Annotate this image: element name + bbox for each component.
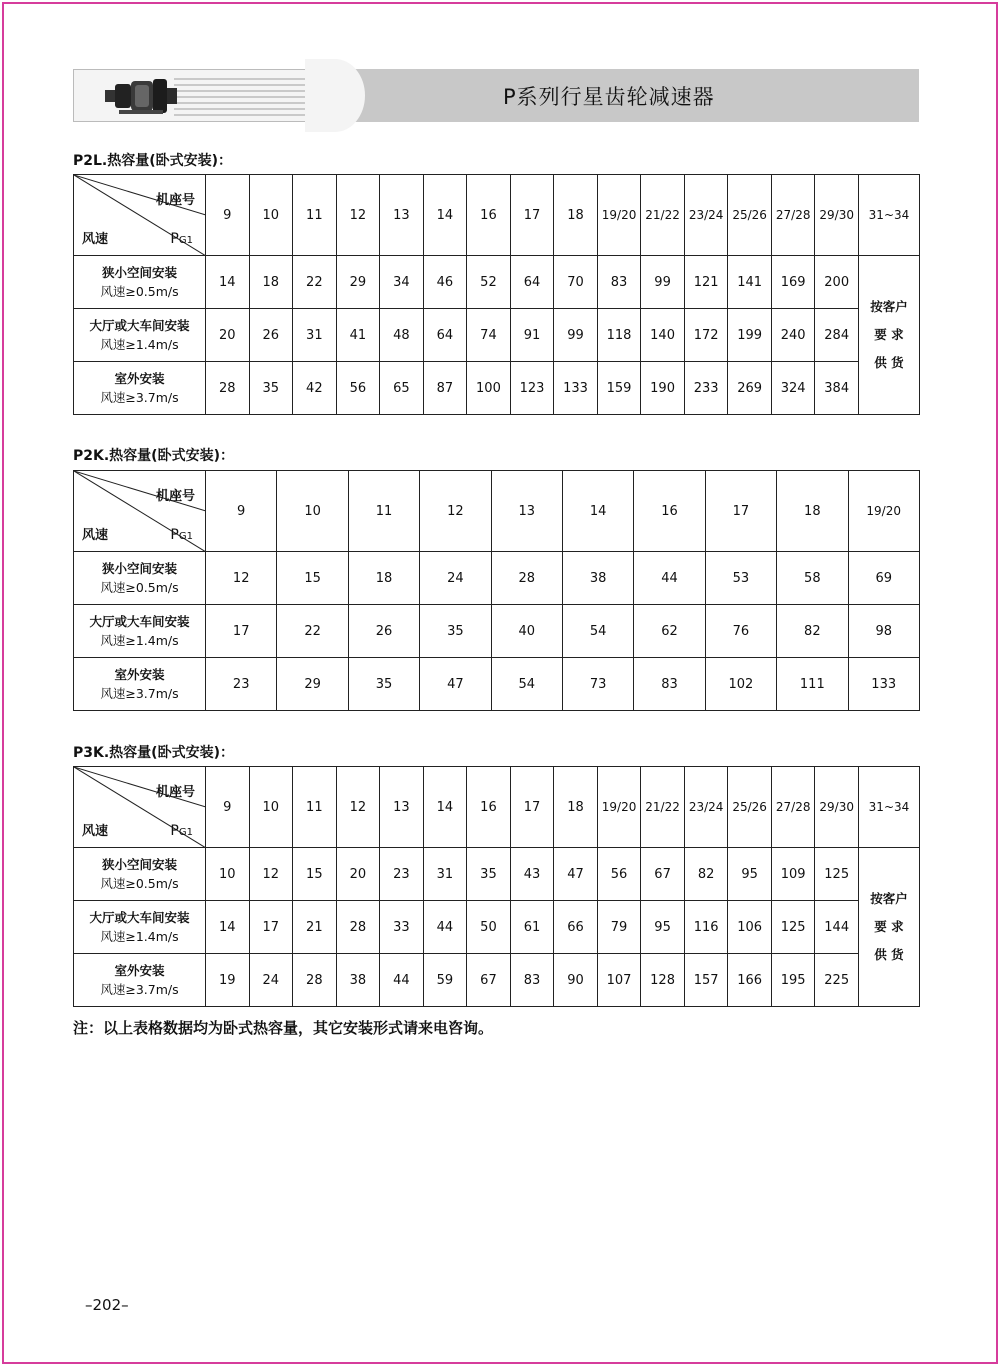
table-cell: 200 — [815, 256, 859, 309]
table-cell: 48 — [380, 309, 424, 362]
row-label-hall: 大厅或大车间安装 风速≥1.4m/s — [74, 309, 206, 362]
size-header: 18 — [554, 767, 598, 848]
table-cell: 52 — [467, 256, 511, 309]
table-cell: 169 — [771, 256, 815, 309]
table-cell: 102 — [705, 658, 776, 711]
p2k-title: P2K.热容量(卧式安装)： — [73, 448, 234, 464]
table-cell: 125 — [771, 901, 815, 954]
corner-pg1-label: PG1 — [170, 231, 193, 247]
corner-pg1-label: PG1 — [170, 823, 193, 839]
size-header: 25/26 — [728, 767, 772, 848]
table-cell: 44 — [423, 901, 467, 954]
table-cell: 91 — [510, 309, 554, 362]
table-cell: 95 — [641, 901, 685, 954]
table-cell: 99 — [554, 309, 598, 362]
table-cell: 33 — [380, 901, 424, 954]
size-header: 19/20 — [597, 767, 641, 848]
table-cell: 24 — [420, 552, 491, 605]
table-cell: 324 — [771, 362, 815, 415]
table-cell: 90 — [554, 954, 598, 1007]
row-label-narrow: 狭小空间安装 风速≥0.5m/s — [74, 552, 206, 605]
size-header: 29/30 — [815, 175, 859, 256]
size-header: 10 — [249, 767, 293, 848]
table-cell: 19 — [206, 954, 250, 1007]
table-cell: 233 — [684, 362, 728, 415]
size-header: 17 — [510, 175, 554, 256]
table-cell: 172 — [684, 309, 728, 362]
size-header: 17 — [705, 471, 776, 552]
size-header: 23/24 — [684, 767, 728, 848]
table-cell: 190 — [641, 362, 685, 415]
table-cell: 66 — [554, 901, 598, 954]
supply-note-cell: 按客户 要 求 供 货 — [858, 848, 919, 1007]
size-header: 11 — [348, 471, 419, 552]
table-cell: 111 — [777, 658, 848, 711]
corner-size-label: 机座号 — [155, 785, 195, 800]
table-cell: 34 — [380, 256, 424, 309]
size-header: 10 — [277, 471, 348, 552]
table-cell: 284 — [815, 309, 859, 362]
table-cell: 18 — [348, 552, 419, 605]
table-cell: 159 — [597, 362, 641, 415]
table-cell: 58 — [777, 552, 848, 605]
size-header: 10 — [249, 175, 293, 256]
table-cell: 107 — [597, 954, 641, 1007]
table-cell: 44 — [380, 954, 424, 1007]
table-cell: 28 — [336, 901, 380, 954]
size-header: 13 — [491, 471, 562, 552]
size-header: 9 — [206, 767, 250, 848]
table-cell: 83 — [634, 658, 705, 711]
size-header: 17 — [510, 767, 554, 848]
table-cell: 10 — [206, 848, 250, 901]
table-cell: 240 — [771, 309, 815, 362]
table-cell: 140 — [641, 309, 685, 362]
table-cell: 118 — [597, 309, 641, 362]
size-header: 16 — [467, 175, 511, 256]
table-cell: 35 — [420, 605, 491, 658]
p3k-table — [73, 766, 920, 1007]
table-cell: 67 — [467, 954, 511, 1007]
size-header: 18 — [554, 175, 598, 256]
p2l-table — [73, 174, 920, 415]
table-cell: 17 — [249, 901, 293, 954]
corner-cell — [74, 471, 206, 552]
row-label-narrow: 狭小空间安装 风速≥0.5m/s — [74, 256, 206, 309]
table-cell: 100 — [467, 362, 511, 415]
size-header: 31~34 — [858, 767, 919, 848]
table-cell: 59 — [423, 954, 467, 1007]
table-cell: 31 — [293, 309, 337, 362]
table-cell: 125 — [815, 848, 859, 901]
table-cell: 28 — [206, 362, 250, 415]
table-cell: 109 — [771, 848, 815, 901]
table-cell: 195 — [771, 954, 815, 1007]
row-label-outdoor: 室外安装 风速≥3.7m/s — [74, 658, 206, 711]
table-cell: 15 — [277, 552, 348, 605]
table-cell: 87 — [423, 362, 467, 415]
table-cell: 166 — [728, 954, 772, 1007]
table-cell: 61 — [510, 901, 554, 954]
table-cell: 23 — [380, 848, 424, 901]
table-cell: 21 — [293, 901, 337, 954]
footnote: 注：以上表格数据均为卧式热容量，其它安装形式请来电咨询。 — [73, 1019, 494, 1037]
table-cell: 12 — [249, 848, 293, 901]
table-cell: 199 — [728, 309, 772, 362]
size-header: 25/26 — [728, 175, 772, 256]
table-cell: 20 — [206, 309, 250, 362]
table-cell: 54 — [491, 658, 562, 711]
table-cell: 133 — [554, 362, 598, 415]
table-cell: 67 — [641, 848, 685, 901]
table-cell: 47 — [420, 658, 491, 711]
table-cell: 62 — [634, 605, 705, 658]
table-cell: 83 — [510, 954, 554, 1007]
table-cell: 18 — [249, 256, 293, 309]
size-header: 18 — [777, 471, 848, 552]
page-header — [73, 69, 919, 122]
size-header: 13 — [380, 767, 424, 848]
size-header: 13 — [380, 175, 424, 256]
table-cell: 133 — [848, 658, 919, 711]
row-label-outdoor: 室外安装 风速≥3.7m/s — [74, 362, 206, 415]
p2k-table — [73, 470, 920, 711]
table-cell: 44 — [634, 552, 705, 605]
table-cell: 28 — [293, 954, 337, 1007]
size-header: 14 — [562, 471, 633, 552]
table-cell: 99 — [641, 256, 685, 309]
table-cell: 40 — [491, 605, 562, 658]
table-cell: 95 — [728, 848, 772, 901]
table-cell: 116 — [684, 901, 728, 954]
size-header: 31~34 — [858, 175, 919, 256]
row-label-outdoor: 室外安装 风速≥3.7m/s — [74, 954, 206, 1007]
table-cell: 23 — [206, 658, 277, 711]
table-cell: 50 — [467, 901, 511, 954]
p3k-title: P3K.热容量(卧式安装)： — [73, 745, 234, 761]
corner-size-label: 机座号 — [155, 489, 195, 504]
table-cell: 74 — [467, 309, 511, 362]
p2l-title: P2L.热容量(卧式安装)： — [73, 153, 233, 169]
row-label-narrow: 狭小空间安装 风速≥0.5m/s — [74, 848, 206, 901]
table-cell: 47 — [554, 848, 598, 901]
table-cell: 144 — [815, 901, 859, 954]
size-header: 12 — [336, 767, 380, 848]
table-cell: 69 — [848, 552, 919, 605]
table-cell: 38 — [336, 954, 380, 1007]
table-cell: 56 — [336, 362, 380, 415]
size-header: 9 — [206, 471, 277, 552]
row-label-hall: 大厅或大车间安装 风速≥1.4m/s — [74, 605, 206, 658]
table-cell: 24 — [249, 954, 293, 1007]
size-header: 23/24 — [684, 175, 728, 256]
table-cell: 29 — [277, 658, 348, 711]
table-cell: 141 — [728, 256, 772, 309]
size-header: 21/22 — [641, 175, 685, 256]
table-cell: 54 — [562, 605, 633, 658]
table-header-row — [74, 471, 920, 552]
table-cell: 157 — [684, 954, 728, 1007]
table-cell: 12 — [206, 552, 277, 605]
table-cell: 22 — [277, 605, 348, 658]
table-cell: 42 — [293, 362, 337, 415]
table-cell: 22 — [293, 256, 337, 309]
table-cell: 43 — [510, 848, 554, 901]
table-cell: 64 — [510, 256, 554, 309]
table-cell: 14 — [206, 256, 250, 309]
row-label-hall: 大厅或大车间安装 风速≥1.4m/s — [74, 901, 206, 954]
table-cell: 35 — [467, 848, 511, 901]
table-cell: 46 — [423, 256, 467, 309]
size-header: 21/22 — [641, 767, 685, 848]
corner-size-label: 机座号 — [155, 193, 195, 208]
table-cell: 73 — [562, 658, 633, 711]
size-header: 27/28 — [771, 175, 815, 256]
table-cell: 53 — [705, 552, 776, 605]
table-header-row — [74, 175, 920, 256]
table-cell: 128 — [641, 954, 685, 1007]
corner-wind-label: 风速 — [82, 232, 109, 247]
table-cell: 28 — [491, 552, 562, 605]
table-cell: 70 — [554, 256, 598, 309]
table-cell: 26 — [348, 605, 419, 658]
corner-pg1-label: PG1 — [170, 527, 193, 543]
size-header: 11 — [293, 767, 337, 848]
size-header: 12 — [420, 471, 491, 552]
size-header: 9 — [206, 175, 250, 256]
header-curve — [305, 59, 365, 132]
table-header-row — [74, 767, 920, 848]
table-cell: 269 — [728, 362, 772, 415]
table-cell: 82 — [684, 848, 728, 901]
table-cell: 35 — [249, 362, 293, 415]
size-header: 16 — [467, 767, 511, 848]
corner-cell — [74, 767, 206, 848]
table-cell: 76 — [705, 605, 776, 658]
table-cell: 56 — [597, 848, 641, 901]
table-cell: 106 — [728, 901, 772, 954]
table-cell: 15 — [293, 848, 337, 901]
corner-wind-label: 风速 — [82, 528, 109, 543]
table-cell: 31 — [423, 848, 467, 901]
table-cell: 83 — [597, 256, 641, 309]
size-header: 11 — [293, 175, 337, 256]
corner-cell — [74, 175, 206, 256]
table-cell: 121 — [684, 256, 728, 309]
corner-wind-label: 风速 — [82, 824, 109, 839]
table-cell: 38 — [562, 552, 633, 605]
table-cell: 17 — [206, 605, 277, 658]
table-cell: 384 — [815, 362, 859, 415]
table-cell: 14 — [206, 901, 250, 954]
size-header: 14 — [423, 767, 467, 848]
size-header: 12 — [336, 175, 380, 256]
table-cell: 64 — [423, 309, 467, 362]
supply-note-cell: 按客户 要 求 供 货 — [858, 256, 919, 415]
size-header: 14 — [423, 175, 467, 256]
table-cell: 225 — [815, 954, 859, 1007]
size-header: 19/20 — [597, 175, 641, 256]
table-cell: 35 — [348, 658, 419, 711]
table-cell: 41 — [336, 309, 380, 362]
size-header: 19/20 — [848, 471, 919, 552]
table-cell: 20 — [336, 848, 380, 901]
table-cell: 29 — [336, 256, 380, 309]
table-cell: 98 — [848, 605, 919, 658]
size-header: 27/28 — [771, 767, 815, 848]
page-number: –202– — [85, 1296, 129, 1314]
size-header: 16 — [634, 471, 705, 552]
table-cell: 82 — [777, 605, 848, 658]
gear-reducer-image — [101, 76, 181, 116]
table-cell: 26 — [249, 309, 293, 362]
table-cell: 79 — [597, 901, 641, 954]
size-header: 29/30 — [815, 767, 859, 848]
table-cell: 123 — [510, 362, 554, 415]
table-cell: 65 — [380, 362, 424, 415]
page-title: P系列行星齿轮减速器 — [503, 85, 715, 109]
